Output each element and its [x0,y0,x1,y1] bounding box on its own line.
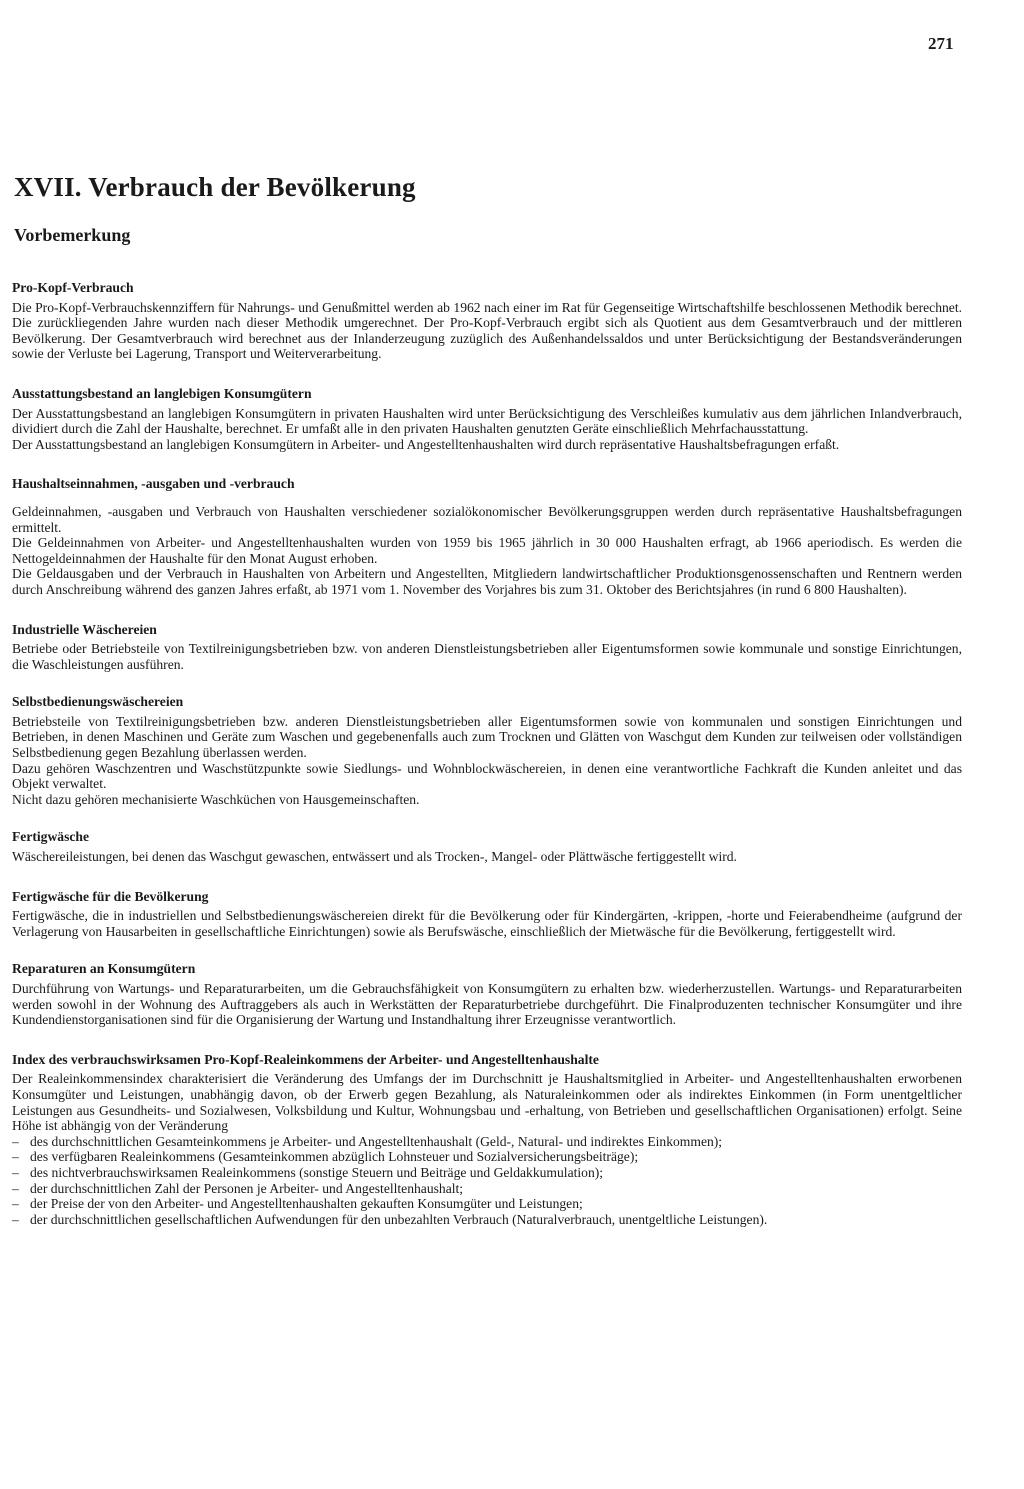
section-fertigwaesche-bevoelkerung [12,889,962,940]
section-pro-kopf-verbrauch [12,280,962,362]
section-paragraph: Nicht dazu gehören mechanisierte Waschküchen von Hausgemeinschaften. [12,791,420,807]
section-paragraph: Der Realeinkommensindex charakterisiert die Veränderung des Umfangs der im Durchschnitt je Haushaltsmitglied in Arbeiter- und Angestelltenhaushalten erworbenen Konsumgüter und Leistungen, unabhängig davon, ob der Erwerb gegen Bezahlung, als Naturaleinkommen oder als indirektes Einkommen (in Form unentgeltlicher Leistungen aus Gesundheits- und Sozialwesen, Volksbildung und Kultur, Wohnungsbau und -erhaltung, von Betrieben und gesellschaftlichen Organisationen) erfolgt. Seine Höhe ist abhängig von der Veränderung [12,1071,962,1134]
section-heading: Fertigwäsche [12,829,90,845]
section-paragraph: Geldeinnahmen, -ausgaben und Verbrauch von Haushalten verschiedener sozialökonomischer Bevölkerungsgruppen werden durch repräsentative Haushaltsbefragungen ermittelt. [12,503,962,535]
page-number: 271 [928,34,954,53]
section-heading: Pro-Kopf-Verbrauch [12,280,134,295]
section-paragraph: Betriebsteile von Textilreinigungsbetrieben bzw. anderen Dienstleistungsbetrieben aller Eigentumsformen sowie von kommunalen und sonstigen Einrichtungen und Betrieben, in denen Maschinen und Geräte zum Waschen und gegebenenfalls auch zum Trocknen und Glätten von Waschgut dem Kunden zur teilweisen oder vollständigen Selbstbedienung gegen Bezahlung überlassen werden. [12,713,962,761]
section-paragraph: Die Geldeinnahmen von Arbeiter- und Angestelltenhaushalten wurden von 1959 bis 1965 jährlich in 30 000 Haushalten erfragt, ab 1966 aperiodisch. Es werden die Nettogeldeinnahmen der Haushalte für den Monat August erhoben. [12,535,962,566]
section-paragraph: Der Ausstattungsbestand an langlebigen Konsumgütern in privaten Haushalten wird unter Berücksichtigung des Verschleißes kumulativ aus dem jährlichen Inlandverbrauch, dividiert durch die Zahl der Haushalte, berechnet. Er umfaßt alle in den privaten Haushalten genutzten Geräte einschließlich Mehrfachausstattung. [12,405,962,437]
section-fertigwaesche [12,829,962,864]
section-ausstattungsbestand [12,386,962,452]
document-body [12,280,962,1227]
section-reparaturen [12,961,962,1027]
list-item: – der durchschnittlichen gesellschaftlichen Aufwendungen für den unbezahlten Verbrauch (Naturalverbrauch, unentgeltliche Leistungen). [12,1212,962,1228]
section-heading: Ausstattungsbestand an langlebigen Konsumgütern [12,385,312,401]
section-heading: Reparaturen an Konsumgütern [12,961,196,977]
section-paragraph: Fertigwäsche, die in industriellen und Selbstbedienungswäschereien direkt für die Bevölkerung oder für Kindergärten, -krippen, -horte und Feierabendheime (aufgrund der Verlagerung von Hausarbeiten in gesellschaftliche Einrichtungen) sowie als Berufswäsche, einschließlich der Mietwäsche für die Bevölkerung, fertiggestellt wird. [12,908,962,939]
section-paragraph: Der Ausstattungsbestand an langlebigen Konsumgütern in Arbeiter- und Angestelltenhaushalten wird durch repräsentative Haushaltsbefragungen erfaßt. [12,436,840,452]
section-haushaltseinnahmen [12,476,962,597]
section-heading: Selbstbedienungswäschereien [12,694,184,710]
chapter-title: XVII. Verbrauch der Bevölkerung [14,172,416,202]
section-paragraph: Die Geldausgaben und der Verbrauch in Haushalten von Arbeitern und Angestellten, Mitgliedern landwirtschaftlicher Produktionsgenossenschaften und Rentnern werden durch Anschreibung während des ganzen Jahres erfaßt, ab 1971 vom 1. November des Vorjahres bis zum 31. Oktober des Berichtsjahres (in rund 6 800 Haushalten). [12,566,962,597]
section-industrielle-waeschereien [12,622,962,673]
section-heading: Index des verbrauchswirksamen Pro-Kopf-Realeinkommens der Arbeiter- und Angestelltenhaushalte [12,1051,599,1067]
dependency-list [12,1134,962,1228]
list-item: – der Preise der von den Arbeiter- und Angestelltenhaushalten gekauften Konsumgüter und Leistungen; [12,1196,962,1212]
section-paragraph: Betriebe oder Betriebsteile von Textilreinigungsbetrieben bzw. von anderen Dienstleistungsbetrieben aller Eigentumsformen sowie kommunale und sonstige Einrichtungen, die Waschleistungen ausführen. [12,641,962,672]
list-item: – des nichtverbrauchswirksamen Realeinkommens (sonstige Steuern und Beiträge und Geldakkumulation); [12,1165,962,1181]
section-heading: Haushaltseinnahmen, -ausgaben und -verbrauch [12,476,295,492]
section-heading: Industrielle Wäschereien [12,621,157,637]
list-item: – des verfügbaren Realeinkommens (Gesamteinkommen abzüglich Lohnsteuer und Sozialversicherungsbeiträge); [12,1149,962,1165]
section-selbstbedienungswaeschereien [12,694,962,807]
section-heading: Fertigwäsche für die Bevölkerung [12,888,209,904]
section-realeinkommensindex [12,1052,962,1228]
list-item: – der durchschnittlichen Zahl der Personen je Arbeiter- und Angestelltenhaushalt; [12,1181,962,1197]
list-item: – des durchschnittlichen Gesamteinkommens je Arbeiter- und Angestelltenhaushalt (Geld-, Natural- und indirektes Einkommen); [12,1134,962,1150]
page-subtitle: Vorbemerkung [14,225,131,245]
section-paragraph: Durchführung von Wartungs- und Reparaturarbeiten, um die Gebrauchsfähigkeit von Konsumgütern zu erhalten bzw. wiederherzustellen. Wartungs- und Reparaturarbeiten werden sowohl in der Wohnung des Auftraggebers als auch in Werkstätten der Reparaturbetriebe durchgeführt. Die Finalproduzenten technischer Konsumgüter und ihre Kundendienstorganisationen sind für die Organisierung der Wartung und Instandhaltung ihrer Erzeugnisse verantwortlich. [12,981,962,1028]
section-paragraph: Die Pro-Kopf-Verbrauchskennziffern für Nahrungs- und Genußmittel werden ab 1962 nach einer im Rat für Gegenseitige Wirtschaftshilfe beschlossenen Methodik berechnet. Die zurückliegenden Jahre wurden nach dieser Methodik umgerechnet. Der Pro-Kopf-Verbrauch ergibt sich als Quotient aus dem Gesamtverbrauch und der mittleren Bevölkerung. Der Gesamtverbrauch wird berechnet aus der Inlanderzeugung zuzüglich des Außenhandelssaldos und unter Berücksichtigung der Bestandsveränderungen sowie der Verluste bei Lagerung, Transport und Weiterverarbeitung. [12,299,962,362]
section-paragraph: Dazu gehören Waschzentren und Waschstützpunkte sowie Siedlungs- und Wohnblockwäschereien, in denen eine verantwortliche Fachkraft die Kunden anleitet und das Objekt verwaltet. [12,760,962,792]
section-paragraph: Wäschereileistungen, bei denen das Waschgut gewaschen, entwässert und als Trocken-, Mangel- oder Plättwäsche fertiggestellt wird. [12,849,737,865]
